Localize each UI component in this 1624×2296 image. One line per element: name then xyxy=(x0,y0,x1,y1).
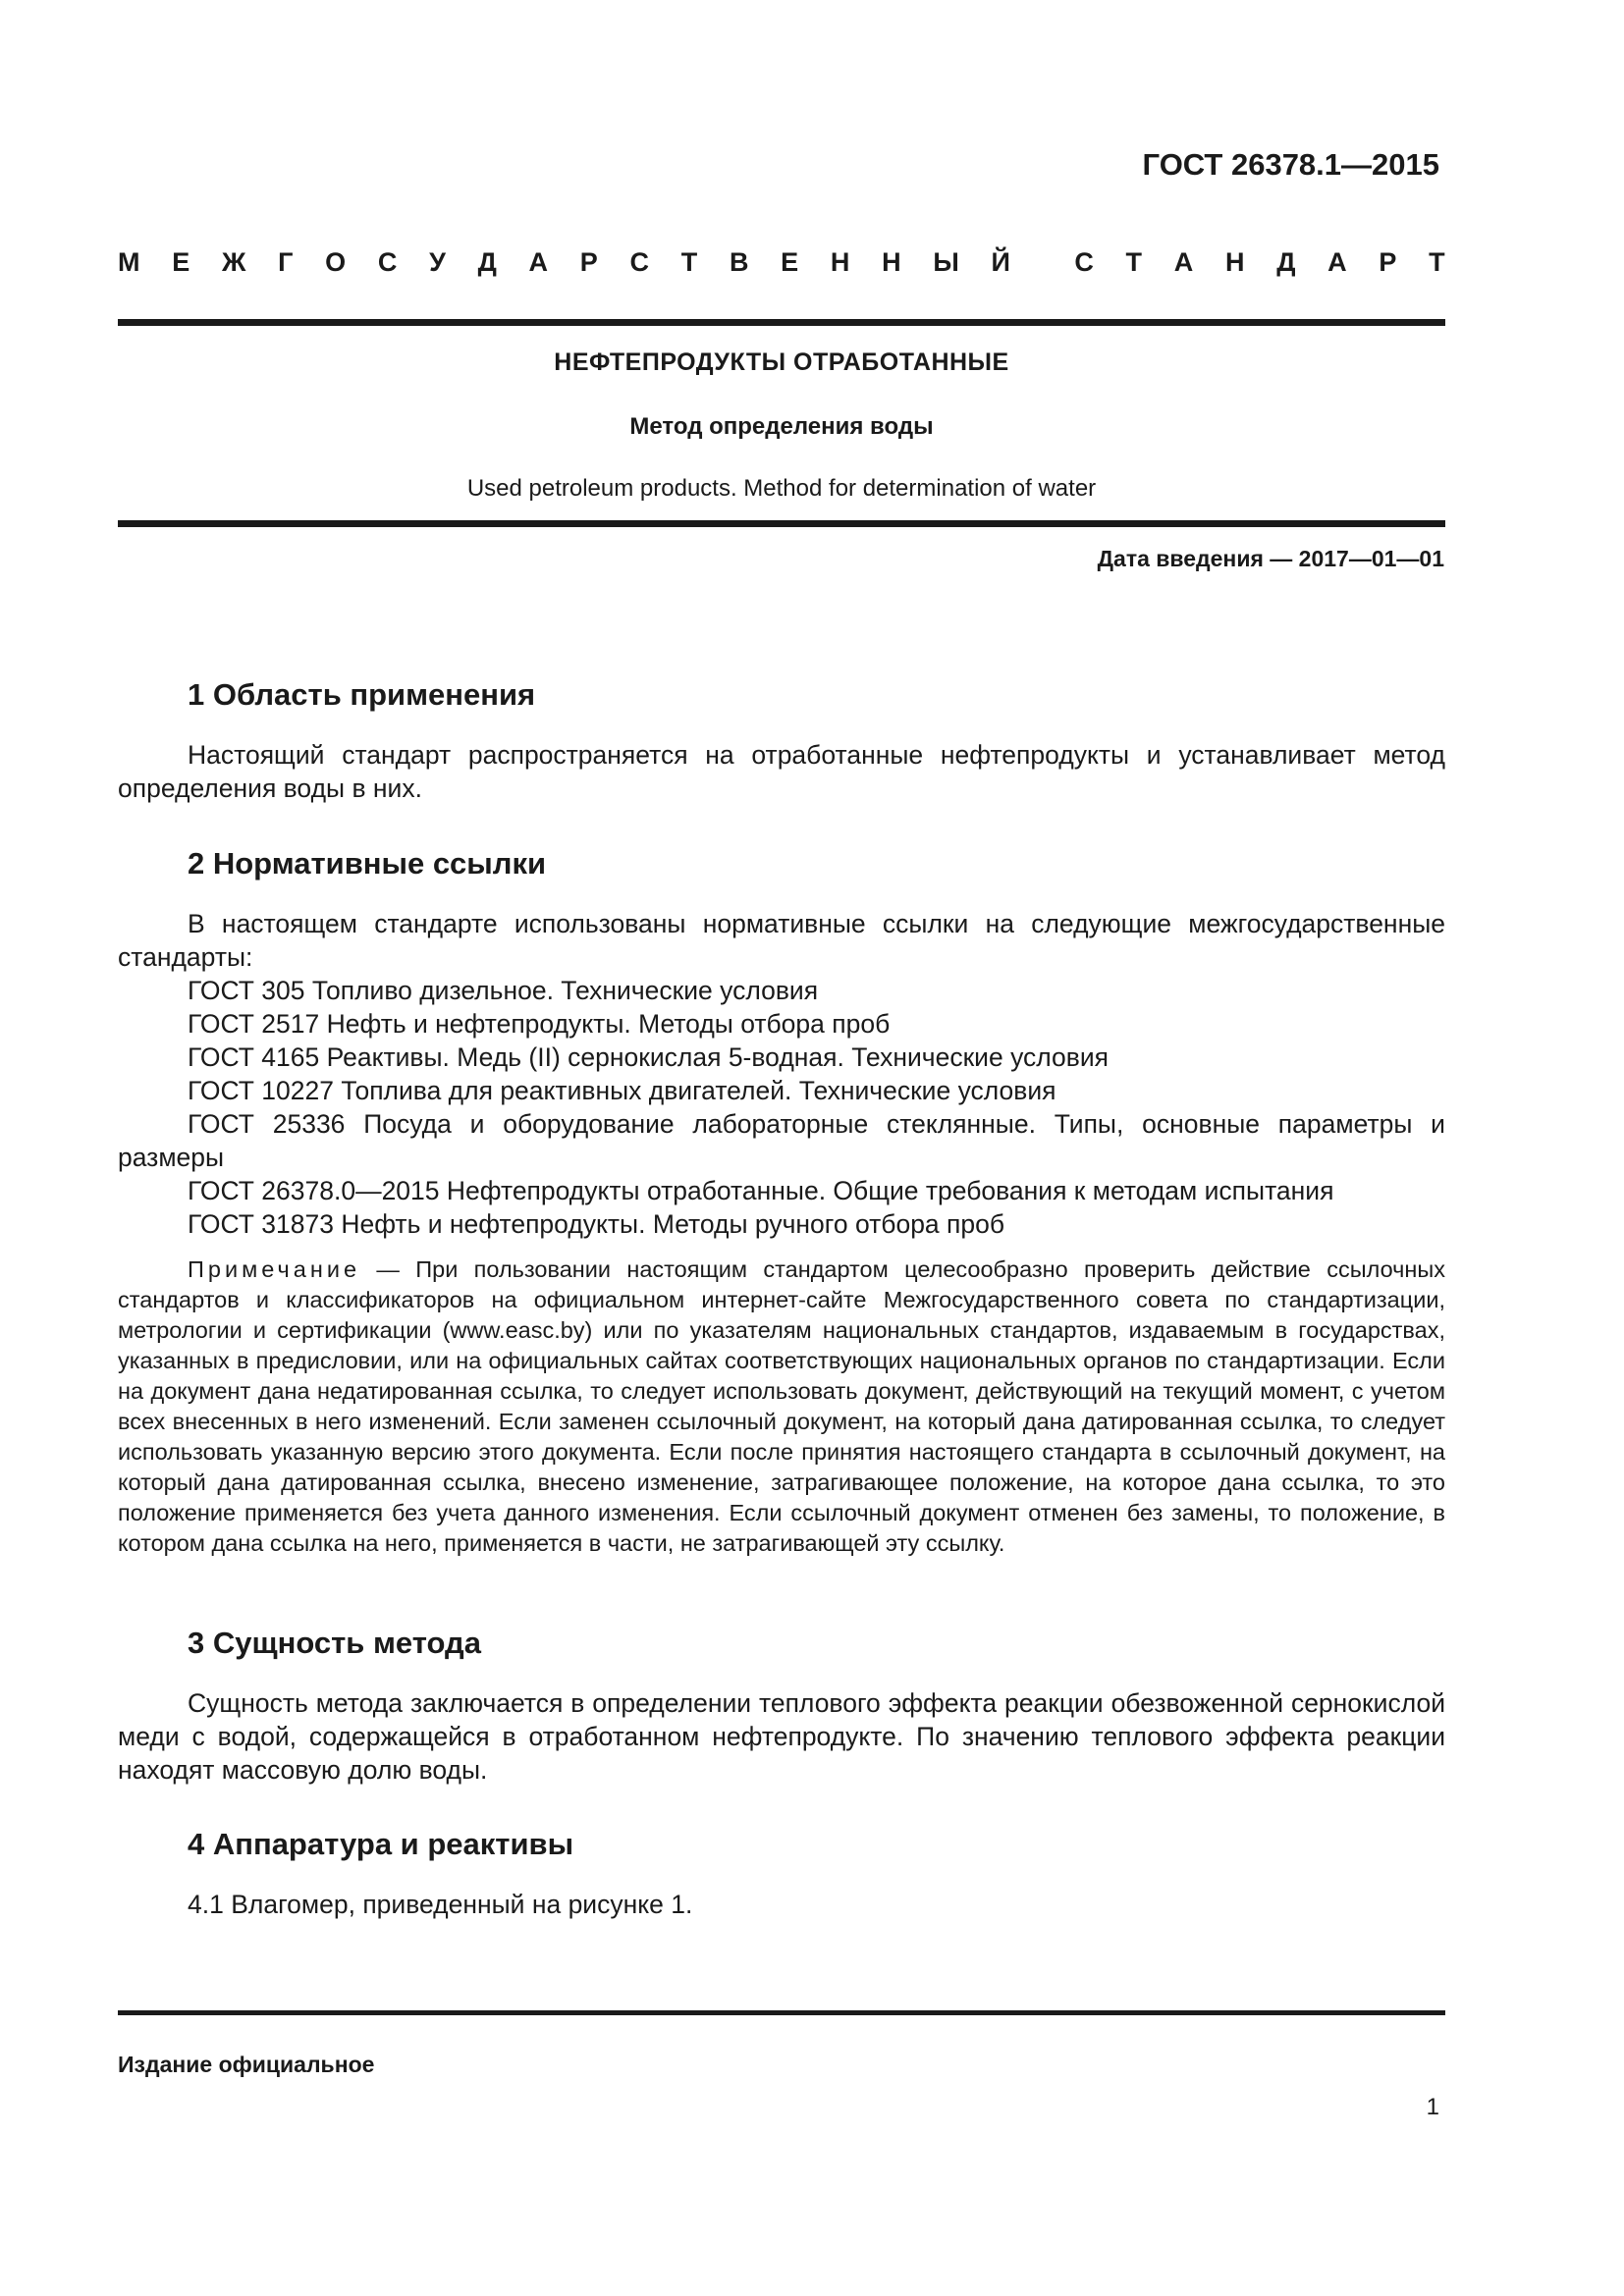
banner-letter: Т xyxy=(680,247,698,277)
reference-item: ГОСТ 31873 Нефть и нефтепродукты. Методы ручного отбора проб xyxy=(188,1209,1005,1239)
standard-number: ГОСТ 26378.1—2015 xyxy=(1142,147,1439,182)
banner-letter: Т xyxy=(1429,247,1445,277)
banner-letter: Н xyxy=(1224,247,1245,277)
banner-letter: Т xyxy=(1125,247,1143,277)
banner-letter: Ы xyxy=(933,247,959,277)
reference-item: ГОСТ 305 Топливо дизельное. Технические условия xyxy=(188,976,819,1005)
banner-letter: О xyxy=(325,247,347,277)
banner-letter: С xyxy=(1074,247,1094,277)
note-paragraph xyxy=(118,1255,1445,1559)
section-3-text: Сущность метода заключается в определении теплового эффекта реакции обезвоженной сернокислой меди с водой, содержащейся в отработанном нефтепродукте. По значению теплового эффекта реакции находят массовую долю воды. xyxy=(118,1688,1445,1785)
banner-letter: Р xyxy=(579,247,598,277)
banner-letter: У xyxy=(429,247,446,277)
page-number: 1 xyxy=(1426,2094,1439,2120)
banner-letter: Н xyxy=(882,247,901,277)
footer-rule xyxy=(118,2010,1445,2015)
banner-letter: Д xyxy=(477,247,497,277)
section-1-heading: 1 Область применения xyxy=(188,677,536,712)
english-title: Used petroleum products. Method for determination of water xyxy=(466,475,1097,502)
section-2-intro: В настоящем стандарте использованы нормативные ссылки на следующие межгосударственные стандарты: xyxy=(118,909,1445,972)
document-title: НЕФТЕПРОДУКТЫ ОТРАБОТАННЫЕ xyxy=(554,348,1009,376)
edition-label: Издание официальное xyxy=(118,2052,375,2077)
title-rule xyxy=(118,520,1445,527)
reference-item: ГОСТ 4165 Реактивы. Медь (II) сернокислая 5-водная. Технические условия xyxy=(188,1042,1109,1072)
introduction-date: Дата введения — 2017—01—01 xyxy=(1097,546,1444,571)
banner-letter: А xyxy=(1327,247,1347,277)
section-2-heading: 2 Нормативные ссылки xyxy=(188,846,547,881)
section-1-text: Настоящий стандарт распространяется на отработанные нефтепродукты и устанавливает метод определения воды в них. xyxy=(118,740,1445,803)
reference-item: ГОСТ 25336 Посуда и оборудование лабораторные стеклянные. Типы, основные параметры и размеры xyxy=(118,1109,1445,1172)
banner-letter: М xyxy=(118,247,140,277)
banner-letter: Н xyxy=(830,247,850,277)
header-rule xyxy=(118,319,1445,326)
banner-letter: С xyxy=(377,247,398,277)
banner-letter: Й xyxy=(991,247,1010,277)
reference-item: ГОСТ 2517 Нефть и нефтепродукты. Методы отбора проб xyxy=(188,1009,891,1039)
banner-letter: Г xyxy=(278,247,294,277)
banner-letter: В xyxy=(729,247,749,277)
banner-letter: Ж xyxy=(221,247,246,277)
note-text: — При пользовании настоящим стандартом целесообразно проверить действие ссылочных стандартов и классификаторов на официальном интернет-сайте Межгосударственного совета по стандартизации, метрологии и сертификации (www.easc.by) или по указателям национальных стандартов, издаваемым в государствах, указанных в предисловии, или на официальных сайтах соответствующих национальных органов по стандартизации. Если на документ дана недатированная ссылка, то следует использовать документ, действующий на текущий момент, с учетом всех внесенных в него изменений. Если заменен ссылочный документ, на который дана датированная ссылка, то следует использовать указанную версию этого документа. Если после принятия настоящего стандарта в ссылочный документ, на который дана датированная ссылка, внесено изменение, затрагивающее положение, на которое дана ссылка, то это положение применяется без учета данного изменения. Если ссылочный документ отменен без замены, то положение, в котором дана ссылка на него, применяется в части, не затрагивающей эту ссылку. xyxy=(118,1256,1446,1556)
interstate-standard-banner xyxy=(118,247,1445,278)
banner-letter: С xyxy=(629,247,649,277)
section-4-heading: 4 Аппаратура и реактивы xyxy=(188,1827,574,1861)
document-subtitle: Метод определения воды xyxy=(629,413,934,440)
banner-letter: Е xyxy=(781,247,799,277)
banner-letter: А xyxy=(1173,247,1194,277)
note-label: Примечание xyxy=(188,1256,361,1282)
section-4-item: 4.1 Влагомер, приведенный на рисунке 1. xyxy=(188,1890,693,1919)
banner-letter: Д xyxy=(1276,247,1296,277)
reference-item: ГОСТ 26378.0—2015 Нефтепродукты отработанные. Общие требования к методам испытания xyxy=(188,1176,1334,1205)
banner-letter: Е xyxy=(172,247,190,277)
section-3-heading: 3 Сущность метода xyxy=(188,1626,481,1660)
banner-letter: А xyxy=(528,247,549,277)
reference-item: ГОСТ 10227 Топлива для реактивных двигателей. Технические условия xyxy=(188,1076,1056,1105)
banner-letter: Р xyxy=(1379,247,1397,277)
